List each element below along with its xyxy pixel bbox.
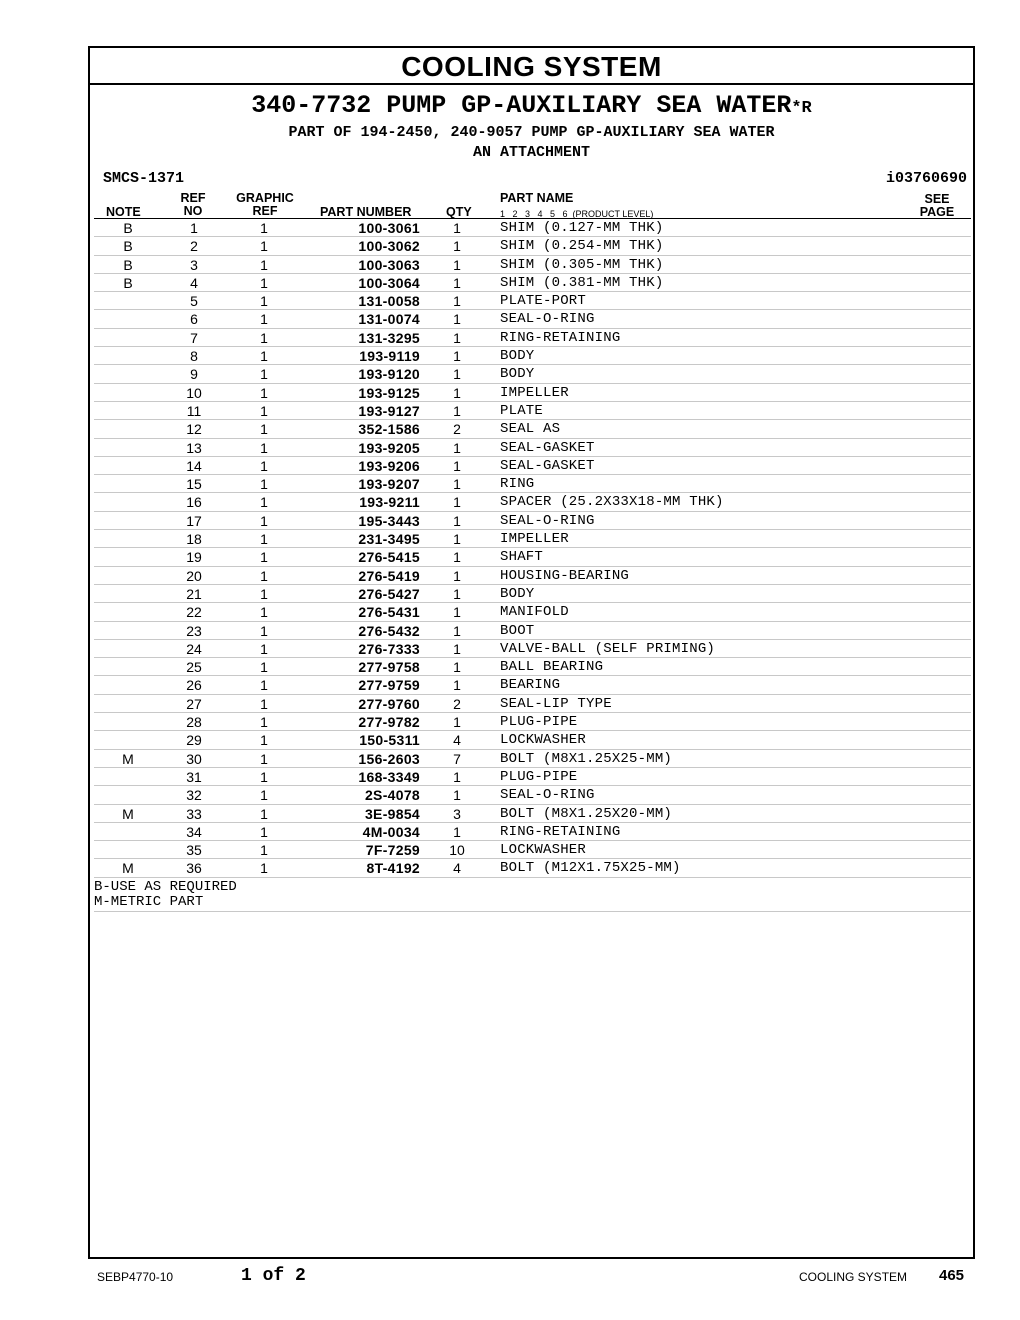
cell-qty: 1: [453, 402, 461, 419]
cell-ref-no: 6: [190, 311, 198, 328]
note-m: M-METRIC PART: [94, 893, 204, 910]
cell-graphic-ref: 1: [260, 659, 268, 676]
cell-ref-no: 4: [190, 274, 198, 291]
cell-graphic-ref: 1: [260, 567, 268, 584]
cell-ref-no: 9: [190, 366, 198, 383]
cell-part-number: 277-9759: [358, 677, 420, 694]
cell-part-name: SHIM (0.254-MM THK): [500, 238, 664, 255]
cell-qty: 7: [453, 750, 461, 767]
column-header-graphic-ref: [234, 192, 296, 218]
cell-part-number: 100-3062: [358, 238, 420, 255]
table-row: [94, 548, 971, 566]
table-row: [94, 512, 971, 530]
cell-ref-no: 29: [186, 732, 202, 749]
cell-qty: 1: [453, 567, 461, 584]
cell-ref-no: 1: [190, 220, 198, 236]
cell-qty: 1: [453, 494, 461, 511]
table-row: [94, 768, 971, 786]
cell-note: B: [123, 238, 133, 255]
cell-graphic-ref: 1: [260, 476, 268, 493]
cell-ref-no: 7: [190, 329, 198, 346]
cell-part-name: SEAL-O-RING: [500, 512, 595, 529]
cell-part-name: SHIM (0.127-MM THK): [500, 220, 664, 236]
cell-note: B: [123, 220, 133, 236]
ref-bottom: NO: [183, 204, 203, 218]
cell-part-name: BODY: [500, 366, 535, 383]
cell-graphic-ref: 1: [260, 256, 268, 273]
cell-ref-no: 19: [186, 549, 202, 566]
cell-part-name: IMPELLER: [500, 531, 569, 548]
cell-part-name: SPACER (25.2X33X18-MM THK): [500, 494, 724, 511]
cell-part-number: 100-3064: [358, 274, 420, 291]
cell-graphic-ref: 1: [260, 402, 268, 419]
cell-ref-no: 3: [190, 256, 198, 273]
cell-graphic-ref: 1: [260, 604, 268, 621]
cell-part-name: BEARING: [500, 677, 561, 694]
cell-graphic-ref: 1: [260, 220, 268, 236]
cell-qty: 1: [453, 274, 461, 291]
cell-part-number: 276-5419: [358, 567, 420, 584]
cell-part-number: 276-7333: [358, 640, 420, 657]
cell-graphic-ref: 1: [260, 585, 268, 602]
cell-ref-no: 10: [186, 384, 202, 401]
graphic-top: GRAPHIC: [236, 191, 294, 205]
cell-qty: 1: [453, 366, 461, 383]
cell-graphic-ref: 1: [260, 366, 268, 383]
cell-part-number: 193-9205: [358, 439, 420, 456]
cell-part-name: HOUSING-BEARING: [500, 567, 630, 584]
cell-qty: 1: [453, 476, 461, 493]
table-row: [94, 493, 971, 511]
footer-page-number: 465: [939, 1267, 965, 1284]
table-row: [94, 786, 971, 804]
cell-ref-no: 20: [186, 567, 202, 584]
cell-ref-no: 14: [186, 457, 202, 474]
cell-part-name: SHAFT: [500, 549, 544, 566]
table-row: [94, 567, 971, 585]
cell-part-number: 193-9211: [359, 494, 420, 511]
cell-ref-no: 28: [186, 714, 202, 731]
cell-part-name: MANIFOLD: [500, 604, 569, 621]
table-row: [94, 310, 971, 328]
note-b: B-USE AS REQUIRED: [94, 878, 237, 895]
cell-graphic-ref: 1: [260, 805, 268, 822]
cell-graphic-ref: 1: [260, 823, 268, 840]
part-of-line: PART OF 194-2450, 240-9057 PUMP GP-AUXILIARY SEA WATER: [288, 124, 775, 141]
column-header-note: NOTE: [106, 205, 141, 219]
cell-graphic-ref: 1: [260, 860, 268, 877]
cell-part-name: PLUG-PIPE: [500, 768, 578, 785]
cell-part-number: 7F-7259: [365, 842, 420, 859]
cell-part-number: 276-5415: [358, 549, 420, 566]
table-row: [94, 805, 971, 823]
cell-part-number: 100-3061: [358, 220, 420, 236]
cell-part-name: SEAL-LIP TYPE: [500, 695, 612, 712]
column-header-qty: QTY: [446, 205, 472, 219]
cell-ref-no: 35: [186, 842, 202, 859]
table-row: [94, 365, 971, 383]
table-row: [94, 750, 971, 768]
cell-part-number: 352-1586: [358, 421, 420, 438]
table-row: [94, 329, 971, 347]
cell-part-name: RING-RETAINING: [500, 823, 621, 840]
cell-part-name: BODY: [500, 585, 535, 602]
cell-part-number: 150-5311: [359, 732, 420, 749]
table-row: [94, 256, 971, 274]
graphic-bottom: REF: [252, 204, 278, 218]
cell-graphic-ref: 1: [260, 787, 268, 804]
cell-part-number: 193-9119: [359, 348, 420, 365]
cell-part-name: SEAL-O-RING: [500, 311, 595, 328]
table-row: [94, 713, 971, 731]
cell-part-number: 8T-4192: [366, 860, 420, 877]
table-row: [94, 585, 971, 603]
cell-qty: 1: [453, 823, 461, 840]
cell-part-number: 131-0058: [358, 293, 420, 310]
cell-ref-no: 2: [190, 238, 198, 255]
notes-block: [94, 880, 971, 912]
cell-ref-no: 22: [186, 604, 202, 621]
table-row: [94, 274, 971, 292]
cell-part-number: 131-3295: [358, 329, 420, 346]
cell-part-name: LOCKWASHER: [500, 842, 587, 859]
cell-graphic-ref: 1: [260, 714, 268, 731]
cell-part-number: 276-5431: [358, 604, 420, 621]
cell-qty: 1: [453, 384, 461, 401]
cell-ref-no: 27: [186, 695, 202, 712]
group-title: [90, 92, 973, 123]
cell-qty: 1: [453, 531, 461, 548]
cell-part-number: 168-3349: [358, 768, 420, 785]
cell-graphic-ref: 1: [260, 311, 268, 328]
cell-graphic-ref: 1: [260, 384, 268, 401]
table-row: [94, 402, 971, 420]
cell-qty: 1: [453, 640, 461, 657]
cell-ref-no: 34: [186, 823, 202, 840]
cell-qty: 1: [453, 512, 461, 529]
cell-qty: 2: [453, 421, 461, 438]
cell-part-number: 131-0074: [358, 311, 420, 328]
cell-graphic-ref: 1: [260, 768, 268, 785]
parts-page-frame: [88, 46, 975, 1259]
cell-ref-no: 15: [186, 476, 202, 493]
cell-ref-no: 17: [186, 512, 202, 529]
cell-part-name: VALVE-BALL (SELF PRIMING): [500, 640, 716, 657]
cell-part-name: PLUG-PIPE: [500, 714, 578, 731]
cell-graphic-ref: 1: [260, 512, 268, 529]
cell-ref-no: 26: [186, 677, 202, 694]
table-row: [94, 622, 971, 640]
column-header-see-page: [917, 193, 957, 219]
cell-qty: 1: [453, 348, 461, 365]
cell-ref-no: 16: [186, 494, 202, 511]
table-row: [94, 347, 971, 365]
cell-ref-no: 11: [186, 402, 202, 419]
cell-part-name: BOOT: [500, 622, 535, 639]
cell-part-name: SEAL-GASKET: [500, 457, 595, 474]
cell-qty: 4: [453, 732, 461, 749]
cell-note: B: [123, 274, 133, 291]
table-row: [94, 420, 971, 438]
cell-part-name: BOLT (M8X1.25X25-MM): [500, 750, 673, 767]
cell-part-name: PLATE: [500, 402, 544, 419]
cell-ref-no: 8: [190, 348, 198, 365]
cell-graphic-ref: 1: [260, 293, 268, 310]
footer-doc-id: SEBP4770-10: [97, 1270, 174, 1284]
table-row: [94, 237, 971, 255]
cell-part-number: 3E-9854: [364, 805, 420, 822]
attachment-line: AN ATTACHMENT: [472, 144, 591, 161]
cell-part-name: SEAL AS: [500, 421, 561, 438]
group-title-suffix: *R: [791, 99, 812, 118]
cell-ref-no: 13: [186, 439, 202, 456]
cell-graphic-ref: 1: [260, 695, 268, 712]
cell-part-name: PLATE-PORT: [500, 293, 587, 310]
cell-part-number: 193-9207: [358, 476, 420, 493]
table-row: [94, 457, 971, 475]
cell-ref-no: 36: [186, 860, 202, 877]
cell-part-number: 277-9760: [358, 695, 420, 712]
cell-qty: 1: [453, 659, 461, 676]
cell-part-number: 193-9120: [358, 366, 420, 383]
cell-qty: 1: [453, 768, 461, 785]
cell-graphic-ref: 1: [260, 842, 268, 859]
cell-qty: 4: [453, 860, 461, 877]
cell-part-number: 276-5427: [358, 585, 420, 602]
cell-part-number: 4M-0034: [362, 823, 420, 840]
cell-part-name: BOLT (M8X1.25X20-MM): [500, 805, 673, 822]
cell-ref-no: 21: [186, 585, 202, 602]
cell-ref-no: 24: [186, 640, 202, 657]
cell-graphic-ref: 1: [260, 640, 268, 657]
cell-qty: 1: [453, 293, 461, 310]
cell-graphic-ref: 1: [260, 348, 268, 365]
cell-part-name: BODY: [500, 348, 535, 365]
table-row: [94, 841, 971, 859]
column-header-product-levels: 1 2 3 4 5 6 (PRODUCT LEVEL): [500, 209, 654, 219]
cell-ref-no: 30: [186, 750, 202, 767]
cell-part-name: RING-RETAINING: [500, 329, 621, 346]
cell-graphic-ref: 1: [260, 677, 268, 694]
table-row: [94, 603, 971, 621]
cell-qty: 1: [453, 457, 461, 474]
cell-note: M: [122, 860, 134, 877]
cell-ref-no: 33: [186, 805, 202, 822]
page-footer: [0, 1262, 1020, 1292]
cell-graphic-ref: 1: [260, 531, 268, 548]
cell-qty: 1: [453, 439, 461, 456]
see-top: SEE: [924, 192, 950, 206]
table-row: [94, 676, 971, 694]
cell-qty: 1: [453, 622, 461, 639]
cell-part-number: 193-9206: [358, 457, 420, 474]
table-row: [94, 292, 971, 310]
column-header-part-number: PART NUMBER: [320, 205, 412, 219]
group-title-text: 340-7732 PUMP GP-AUXILIARY SEA WATER: [251, 91, 792, 120]
cell-graphic-ref: 1: [260, 329, 268, 346]
cell-part-name: LOCKWASHER: [500, 732, 587, 749]
column-header-ref-no: [178, 192, 208, 218]
cell-qty: 1: [453, 238, 461, 255]
table-row: [94, 695, 971, 713]
cell-ref-no: 18: [186, 531, 202, 548]
cell-part-name: BALL BEARING: [500, 659, 604, 676]
cell-part-name: RING: [500, 476, 535, 493]
cell-part-name: IMPELLER: [500, 384, 569, 401]
smcs-code: SMCS-1371: [103, 170, 185, 187]
table-row: [94, 823, 971, 841]
cell-qty: 1: [453, 677, 461, 694]
cell-graphic-ref: 1: [260, 750, 268, 767]
cell-note: M: [122, 750, 134, 767]
cell-part-number: 195-3443: [358, 512, 420, 529]
illustration-id: i03760690: [885, 170, 967, 187]
cell-part-number: 2S-4078: [364, 787, 420, 804]
column-header-row: [94, 192, 971, 219]
table-row: [94, 859, 971, 877]
cell-qty: 1: [453, 604, 461, 621]
cell-graphic-ref: 1: [260, 439, 268, 456]
cell-qty: 1: [453, 585, 461, 602]
table-row: [94, 384, 971, 402]
cell-qty: 10: [449, 842, 465, 859]
parts-table: [94, 219, 971, 878]
cell-ref-no: 25: [186, 659, 202, 676]
cell-graphic-ref: 1: [260, 421, 268, 438]
cell-graphic-ref: 1: [260, 274, 268, 291]
section-title: COOLING SYSTEM: [90, 48, 973, 85]
footer-page-of: 1 of 2: [241, 1266, 306, 1286]
see-bottom: PAGE: [919, 205, 955, 219]
cell-graphic-ref: 1: [260, 494, 268, 511]
table-row: [94, 731, 971, 749]
cell-ref-no: 23: [186, 622, 202, 639]
cell-part-number: 277-9782: [358, 714, 420, 731]
cell-qty: 1: [453, 329, 461, 346]
cell-graphic-ref: 1: [260, 549, 268, 566]
cell-part-name: SHIM (0.305-MM THK): [500, 256, 664, 273]
cell-graphic-ref: 1: [260, 238, 268, 255]
cell-part-name: SHIM (0.381-MM THK): [500, 274, 664, 291]
cell-qty: 1: [453, 311, 461, 328]
cell-ref-no: 12: [186, 421, 202, 438]
smcs-row: [90, 170, 973, 192]
cell-qty: 1: [453, 256, 461, 273]
cell-part-name: BOLT (M12X1.75X25-MM): [500, 860, 681, 877]
cell-part-number: 231-3495: [358, 531, 420, 548]
cell-part-number: 193-9125: [358, 384, 420, 401]
table-row: [94, 640, 971, 658]
cell-part-number: 276-5432: [358, 622, 420, 639]
table-row: [94, 530, 971, 548]
cell-graphic-ref: 1: [260, 622, 268, 639]
table-row: [94, 219, 971, 237]
footer-section: COOLING SYSTEM: [799, 1270, 908, 1284]
cell-note: B: [123, 256, 133, 273]
cell-part-name: SEAL-GASKET: [500, 439, 595, 456]
table-row: [94, 439, 971, 457]
cell-part-number: 193-9127: [358, 402, 420, 419]
cell-ref-no: 5: [190, 293, 198, 310]
cell-ref-no: 31: [186, 768, 202, 785]
cell-qty: 1: [453, 549, 461, 566]
cell-part-number: 100-3063: [358, 256, 420, 273]
cell-note: M: [122, 805, 134, 822]
cell-qty: 1: [453, 220, 461, 236]
cell-qty: 2: [453, 695, 461, 712]
column-header-part-name: PART NAME: [500, 191, 574, 205]
cell-part-number: 156-2603: [358, 750, 420, 767]
cell-qty: 3: [453, 805, 461, 822]
cell-part-name: SEAL-O-RING: [500, 787, 595, 804]
cell-qty: 1: [453, 787, 461, 804]
cell-graphic-ref: 1: [260, 732, 268, 749]
table-row: [94, 475, 971, 493]
ref-top: REF: [180, 191, 206, 205]
table-row: [94, 658, 971, 676]
cell-graphic-ref: 1: [260, 457, 268, 474]
cell-part-number: 277-9758: [358, 659, 420, 676]
cell-ref-no: 32: [186, 787, 202, 804]
cell-qty: 1: [453, 714, 461, 731]
